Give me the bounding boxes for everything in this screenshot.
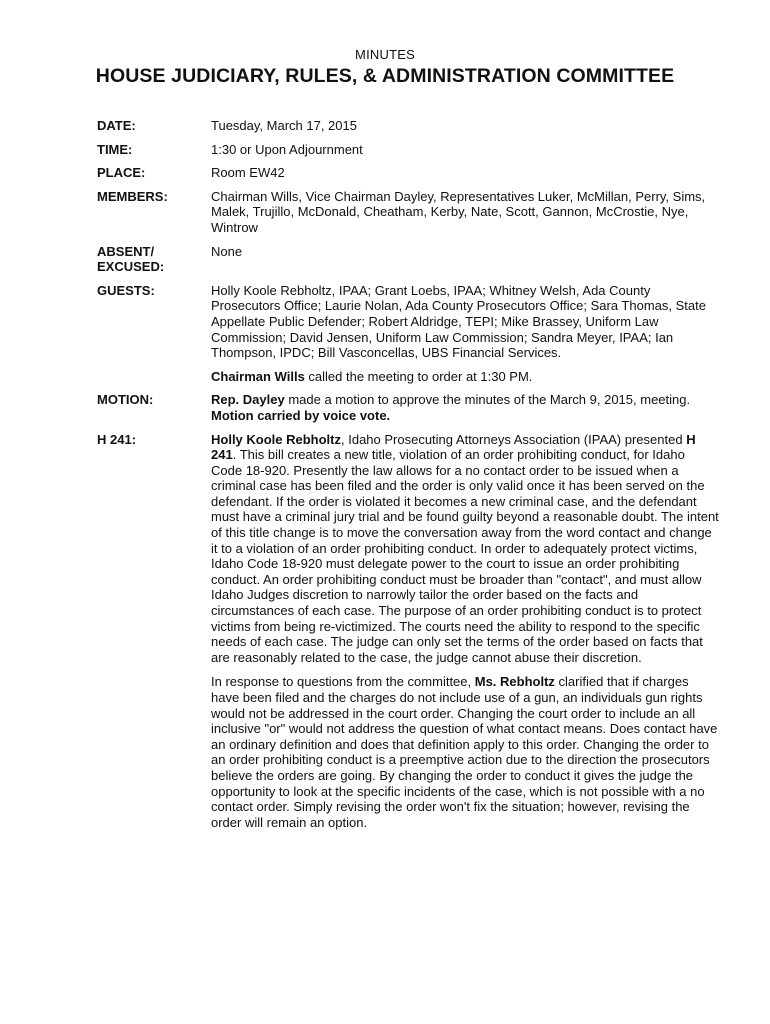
h241-label: H 241: xyxy=(97,431,137,447)
h241-presentation xyxy=(211,432,719,666)
discussion-text: clarified that if charges have been filed and the charges do not include use of a gun, an individuals gun rights would not be addressed in the court order. Changing the court order to include an all inclusive "or" would not address the question of what contact means. Does contact have an ordinary definition and does that definition apply to this order. Changing the order to an order prohibiting conduct is a preemptive action due to the direction the prosecutors believe the orders are going. By changing the order to conduct it gives the judge the opportunity to look at the specific incidents of the case, which is not possible with a no contact order. Simply revising the order won't fix the situation; however, revising the order will remain an option. xyxy=(211,674,718,830)
h241-discussion xyxy=(211,674,719,830)
chairman-name: Chairman Wills xyxy=(211,368,305,384)
guests-label: GUESTS: xyxy=(97,282,155,298)
members-value: Chairman Wills, Vice Chairman Dayley, Representatives Luker, McMillan, Perry, Sims, Malek, Trujillo, McDonald, Cheatham, Kerby, Nate, Scott, Gannon, McCrostie, Nye, Wintrow xyxy=(211,188,706,235)
bill-description: . This bill creates a new title, violation of an order prohibiting conduct, for Idaho Code 18-920. Presently the law allows for a no contact order to be issued when a criminal case has been filed and the order is only valid once it has been served on the defendant. If the order is violated it becomes a new criminal case, and the defendant must have a criminal jury trial and be found guilty beyond a reasonable doubt. The intent of this title change is to move the conversation away from the word contact and change it to a violation of an order prohibiting conduct. In order to adequately protect victims, Idaho Code 18-920 must delegate power to the court to issue an order prohibiting conduct. An order prohibiting conduct must be broader than "contact", and must allow Idaho Judges discretion to narrowly tailor the order based on the facts and circumstances of each case. The purpose of an order prohibiting conduct is to protect victims from being re-victimized. The courts need the ability to respond to the specific needs of each case. The judge can only set the terms of the order based on facts that are reasonably related to the case, the judge cannot abuse their discretion. xyxy=(211,447,719,665)
place-label: PLACE: xyxy=(97,165,146,181)
members-row xyxy=(97,189,727,236)
absent-row xyxy=(97,244,727,275)
presenter-name: Holly Koole Rebholtz xyxy=(211,431,341,447)
h241-row xyxy=(97,432,727,831)
date-value: Tuesday, March 17, 2015 xyxy=(211,118,357,133)
committee-title: HOUSE JUDICIARY, RULES, & ADMINISTRATION COMMITTEE xyxy=(95,65,675,87)
bill-number: H 241 xyxy=(211,431,696,463)
time-label: TIME: xyxy=(97,141,133,157)
motion-sentence: made a motion to approve the minutes of the March 9, 2015, meeting. xyxy=(284,392,691,408)
presenter-affiliation: , Idaho Prosecuting Attorneys Association (IPAA) presented xyxy=(341,431,687,447)
h241-content xyxy=(211,432,719,831)
absent-value: None xyxy=(211,243,243,259)
place-row xyxy=(97,165,727,181)
absent-label: ABSENT/ EXCUSED: xyxy=(97,243,165,275)
respondent-name: Ms. Rebholtz xyxy=(474,674,555,690)
place-value: Room EW42 xyxy=(211,165,285,181)
call-to-order-sentence: called the meeting to order at 1:30 PM. xyxy=(304,368,533,384)
motion-text xyxy=(211,392,719,423)
members-label: MEMBERS: xyxy=(97,188,168,204)
call-to-order-text xyxy=(211,369,719,385)
call-to-order-row xyxy=(97,369,727,385)
minutes-body xyxy=(97,118,727,830)
motion-result: Motion carried by voice vote. xyxy=(211,407,391,423)
guests-value: Holly Koole Rebholtz, IPAA; Grant Loebs, IPAA; Whitney Welsh, Ada County Prosecutors Office; Laurie Nolan, Ada County Prosecutors Office; Sara Thomas, State Appellate Public Defender; Robert Aldridge, TEPI; Mike Brassey, Uniform Law Commission; David Jensen, Uniform Law Commission; Sandra Meyer, IPAA; Ian Thompson, IPDC; Bill Vasconcellas, UBS Financial Services. xyxy=(211,282,706,361)
guests-row xyxy=(97,283,727,361)
time-value: 1:30 or Upon Adjournment xyxy=(211,141,363,157)
date-label: DATE: xyxy=(97,118,136,133)
discussion-intro: In response to questions from the committee, xyxy=(211,674,475,690)
document-supertitle: MINUTES xyxy=(355,47,415,62)
motion-label: MOTION: xyxy=(97,392,154,408)
date-row xyxy=(97,118,727,134)
motion-maker: Rep. Dayley xyxy=(211,392,285,408)
motion-row xyxy=(97,392,727,423)
time-row xyxy=(97,142,727,158)
